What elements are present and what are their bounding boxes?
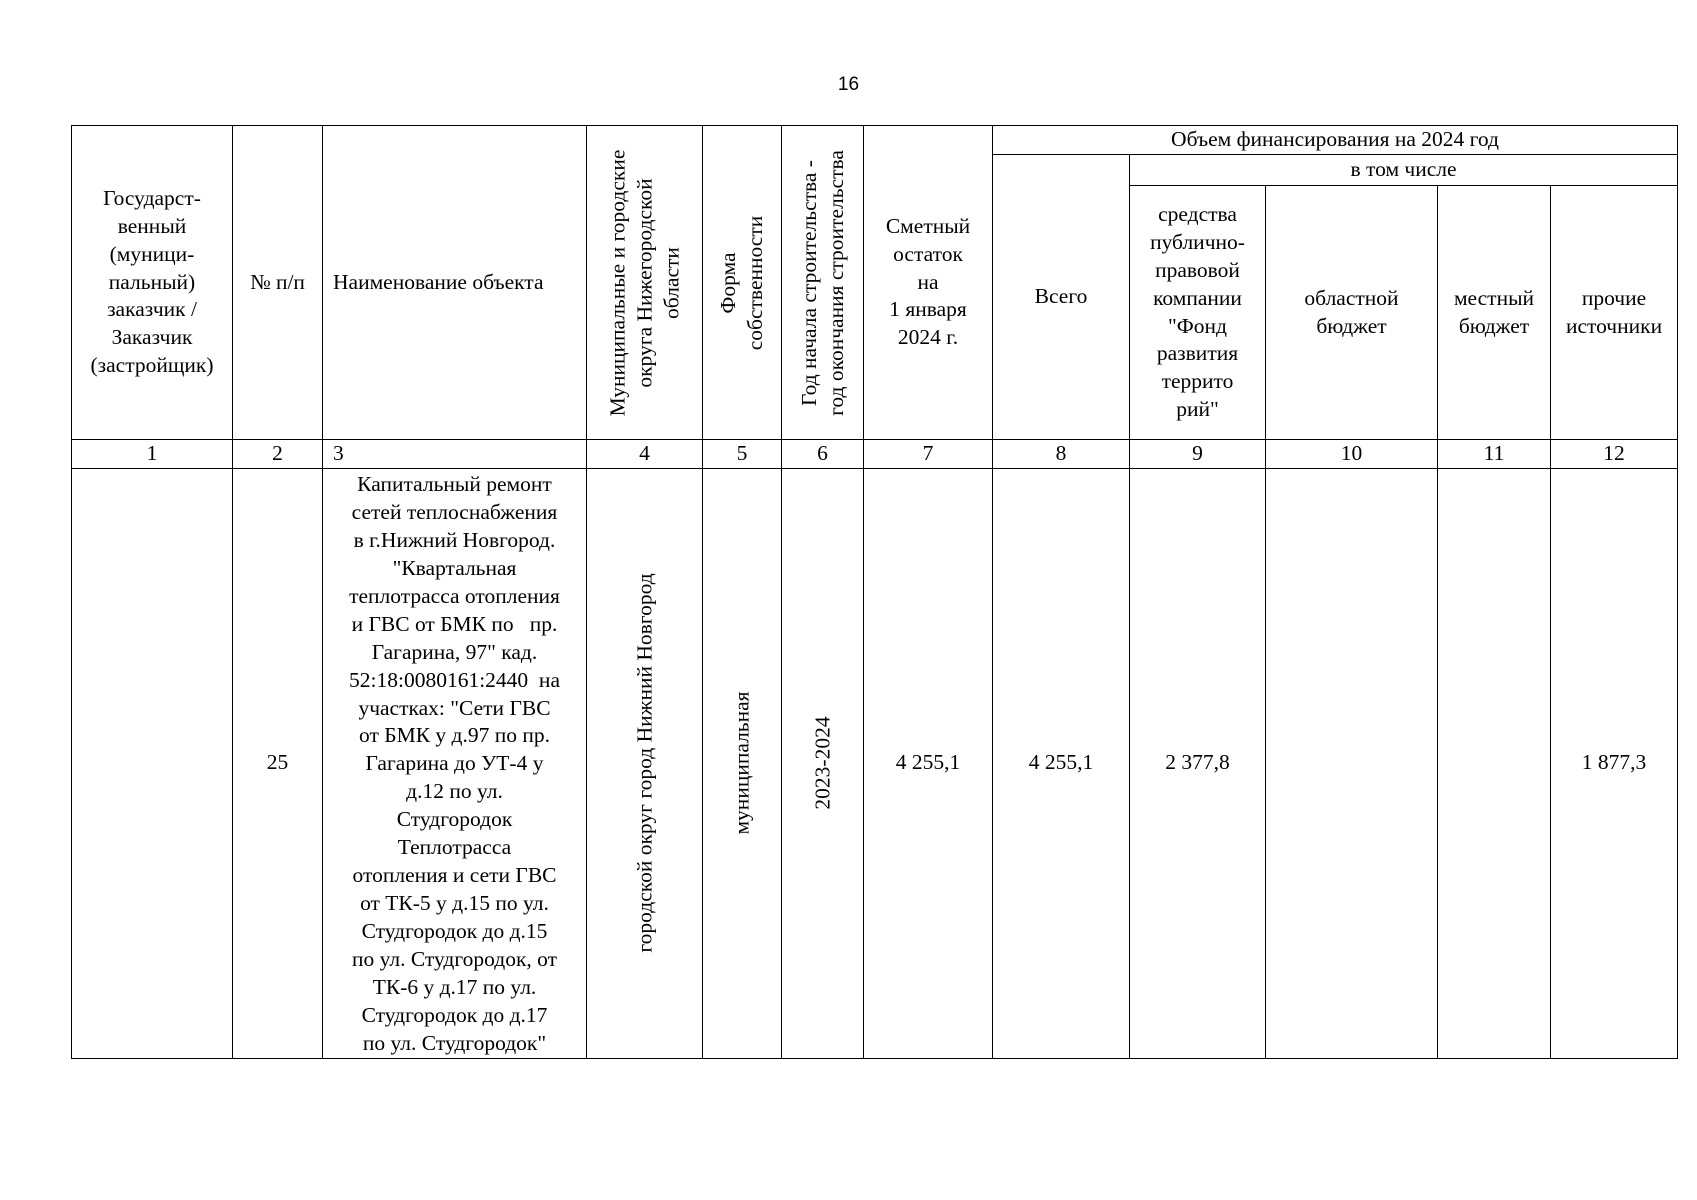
financing-table xyxy=(71,125,1678,1059)
column-number: 1 xyxy=(72,440,233,469)
cell-number: 25 xyxy=(233,469,323,1059)
cell-balance: 4 255,1 xyxy=(864,469,993,1059)
cell-ownership xyxy=(703,469,782,1059)
object-name-line: Студгородок xyxy=(396,807,513,832)
object-name-line: "Квартальная xyxy=(392,555,517,580)
column-number: 9 xyxy=(1130,440,1266,469)
object-name-line: от БМК у д.97 по пр. xyxy=(359,723,550,748)
years-text: 2023-2024 xyxy=(810,716,835,810)
column-number: 4 xyxy=(587,440,703,469)
object-name-line: Гагарина до УТ-4 у xyxy=(365,751,544,776)
cell-municipality xyxy=(587,469,703,1059)
header-years-text: Год начала строительства - год окончания строительства xyxy=(796,149,848,416)
header-balance: Сметный остаток на 1 января 2024 г. xyxy=(864,126,993,440)
object-name-line: по ул. Студгородок, от xyxy=(351,946,558,971)
column-number: 5 xyxy=(703,440,782,469)
object-name-line: теплотрасса отопления xyxy=(349,583,560,608)
cell-local xyxy=(1438,469,1551,1059)
cell-other: 1 877,3 xyxy=(1551,469,1678,1059)
column-number: 6 xyxy=(782,440,864,469)
object-name-line: Капитальный ремонт xyxy=(357,472,552,496)
object-name-line: от ТК-5 у д.15 по ул. xyxy=(360,891,549,916)
header-ownership-text: Форма собственности xyxy=(716,215,767,350)
object-name-line: отопления и сети ГВС xyxy=(352,863,557,888)
cell-regional xyxy=(1266,469,1438,1059)
cell-customer xyxy=(72,469,233,1059)
header-ownership xyxy=(703,126,782,440)
cell-years xyxy=(782,469,864,1059)
header-total: Всего xyxy=(993,155,1130,440)
object-name-line: Студгородок до д.15 xyxy=(361,919,548,943)
column-number-row xyxy=(72,440,1678,469)
cell-fund: 2 377,8 xyxy=(1130,469,1266,1059)
column-number: 3 xyxy=(323,440,587,469)
header-financing-group: Объем финансирования на 2024 год xyxy=(993,126,1678,155)
header-municipalities-text: Муниципальные и городские округа Нижегородской области xyxy=(605,149,683,416)
column-number: 7 xyxy=(864,440,993,469)
cell-total: 4 255,1 xyxy=(993,469,1130,1059)
column-number: 8 xyxy=(993,440,1130,469)
header-years xyxy=(782,126,864,440)
page-number: 16 xyxy=(837,74,860,95)
object-name-line: 52:18:0080161:2440 на xyxy=(349,667,560,692)
column-number: 10 xyxy=(1266,440,1438,469)
object-name-line: ТК-6 у д.17 по ул. xyxy=(372,974,537,999)
header-row xyxy=(72,126,1678,155)
object-name-line: по ул. Студгородок" xyxy=(362,1030,547,1055)
header-municipalities xyxy=(587,126,703,440)
table-row xyxy=(72,469,1678,1059)
object-name-line: сетей теплоснабжения xyxy=(351,499,558,524)
object-name-line: Студгородок до д.17 xyxy=(361,1002,548,1027)
object-name-line: в г.Нижний Новгород. xyxy=(353,527,556,552)
object-name-line: д.12 по ул. xyxy=(406,779,503,804)
column-number: 2 xyxy=(233,440,323,469)
ownership-text: муниципальная xyxy=(729,691,754,835)
object-name-line: и ГВС от БМК по пр. xyxy=(351,611,558,636)
object-name-line: участках: "Сети ГВС xyxy=(358,695,551,720)
object-name-line: Гагарина, 97" кад. xyxy=(371,639,538,664)
header-local: местный бюджет xyxy=(1438,186,1551,440)
header-fund: средства публично- правовой компании "Фонд развития террито рий" xyxy=(1130,186,1266,440)
header-including: в том числе xyxy=(1130,155,1678,186)
header-customer: Государст- венный (муници- пальный) заказчик / Заказчик (застройщик) xyxy=(72,126,233,440)
header-regional: областной бюджет xyxy=(1266,186,1438,440)
municipality-text: городской округ город Нижний Новгород xyxy=(632,573,657,953)
column-number: 12 xyxy=(1551,440,1678,469)
header-other: прочие источники xyxy=(1551,186,1678,440)
header-number: № п/п xyxy=(233,126,323,440)
header-object-name: Наименование объекта xyxy=(323,126,587,440)
cell-object-name xyxy=(323,469,587,1059)
object-name-line: Теплотрасса xyxy=(397,835,512,860)
column-number: 11 xyxy=(1438,440,1551,469)
